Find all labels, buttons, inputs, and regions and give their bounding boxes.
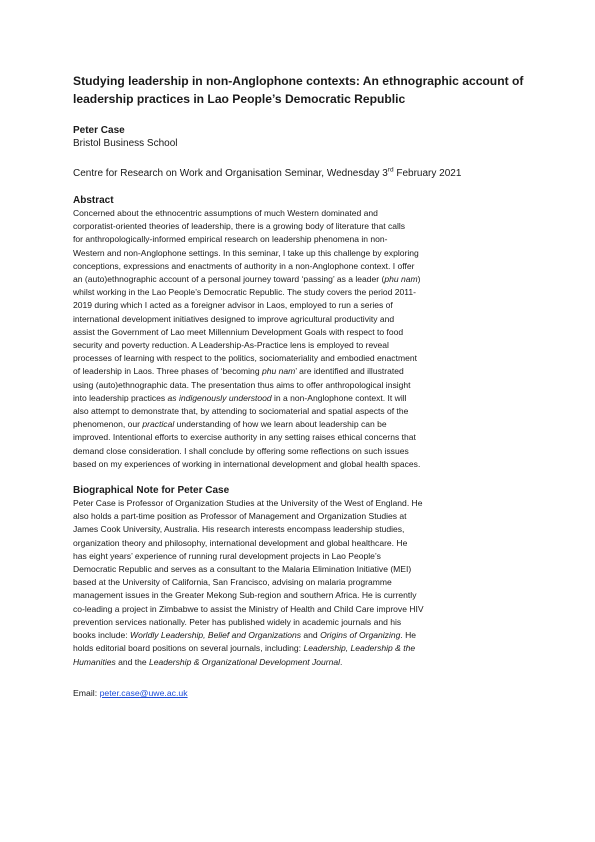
text-line (73, 379, 525, 392)
italic-text: Worldly Leadership, Belief and Organizations (130, 630, 302, 641)
text-line (73, 603, 525, 616)
text-segment: also holds a part-time position as Professor of Management and Organization Studies at (73, 511, 407, 522)
contact-line (73, 687, 525, 700)
text-line (73, 458, 525, 471)
email-link[interactable]: peter.case@uwe.ac.uk (99, 687, 188, 698)
text-line (73, 523, 525, 536)
text-segment: Peter Case is Professor of Organization Studies at the University of the West of England. He (73, 498, 423, 509)
abstract-heading: Abstract (73, 195, 114, 206)
text-line (73, 392, 525, 405)
text-segment: and the (115, 656, 150, 667)
text-line (73, 431, 525, 444)
text-segment: Concerned about the ethnocentric assumptions of much Western dominated and (73, 208, 378, 218)
date-ordinal-suffix: rd (387, 166, 394, 174)
text-segment: books include: (73, 630, 131, 641)
text-line (73, 418, 525, 431)
text-segment: organization theory and philosophy, international development and global healthcare. He (73, 537, 408, 548)
text-line (73, 405, 525, 418)
text-segment: into leadership practices (73, 392, 168, 403)
text-line (73, 233, 525, 246)
document-content (73, 72, 525, 700)
text-segment: James Cook University, Australia. His research interests encompass leadership studies, (73, 524, 405, 535)
text-segment: ) (417, 274, 421, 285)
text-segment: an (auto)ethnographic account of a personal journey toward ‘passing’ as a leader ( (73, 274, 385, 285)
text-segment: whilst working in the Lao People’s Democratic Republic. The study covers the period 2011- (73, 287, 417, 298)
text-line (73, 352, 525, 365)
text-segment: international development initiatives designed to improve agricultural productivity and (73, 313, 395, 324)
text-segment: Western and non-Anglophone settings. In this seminar, I take up this challenge by exploring (73, 247, 419, 258)
text-segment: security and poverty reduction. A Leadership-As-Practice lens is employed to reveal (73, 340, 389, 351)
text-segment: . He (400, 630, 417, 641)
italic-text: Leadership & Organizational Development Journal (149, 656, 341, 667)
text-segment: corporatist-oriented theories of leadership, there is a growing body of literature that calls (73, 221, 406, 232)
text-segment: management issues in the Greater Mekong Sub-region and southern Africa. He is currently (73, 590, 417, 601)
text-line (73, 589, 525, 602)
text-segment: phenomenon, our (73, 419, 143, 430)
text-line (73, 339, 525, 352)
text-segment: based on my experiences of working in international development and global health spaces. (73, 458, 421, 469)
text-line (73, 313, 525, 326)
italic-text: Origins of Organizing (320, 630, 401, 641)
text-line (73, 326, 525, 339)
text-segment: . (340, 656, 343, 667)
text-line (73, 576, 525, 589)
email-label: Email: (73, 687, 100, 698)
text-segment: Democratic Republic and serves as a consultant to the Malaria Elimination Initiative (MEI) (73, 564, 412, 575)
document-title (73, 72, 525, 108)
text-line (73, 563, 525, 576)
title-line: leadership practices in Lao People’s Democratic Republic (73, 92, 406, 106)
text-segment: conceptions, expressions and enactments of authority in a non-Anglophone context. I offer (73, 260, 415, 271)
text-segment: based at the University of California, San Francisco, advising on malaria programme (73, 577, 392, 588)
text-segment: demand close consideration. I shall conclude by offering some reflections on such issues (73, 445, 409, 456)
seminar-date-rest: February 2021 (393, 168, 462, 179)
title-line: Studying leadership in non-Anglophone contexts: An ethnographic account of (73, 74, 524, 88)
italic-text: Leadership, Leadership & the (303, 643, 416, 654)
text-segment: ’ are identified and illustrated (295, 366, 404, 377)
text-line (73, 497, 525, 510)
text-segment: co-leading a project in Zimbabwe to assist the Ministry of Health and Child Care improve HIV (73, 603, 424, 614)
text-line (73, 616, 525, 629)
text-line (73, 656, 525, 669)
italic-text: as indigenously understood (167, 392, 272, 403)
seminar-text: Centre for Research on Work and Organisation Seminar, Wednesday 3 (73, 168, 388, 179)
abstract-body (73, 207, 525, 471)
text-segment: and (301, 630, 321, 641)
text-line (73, 273, 525, 286)
text-line (73, 365, 525, 378)
italic-text: Humanities (73, 656, 116, 667)
text-segment: using (auto)ethnographic data. The presentation thus aims to offer anthropological insight (73, 379, 411, 390)
text-segment: prevention services nationally. Peter has published widely in academic journals and his (73, 616, 402, 627)
text-line (73, 445, 525, 458)
text-segment: holds editorial board positions on several journals, including: (73, 643, 304, 654)
text-segment: processes of learning with respect to the politics, sociomateriality and embodied enactment (73, 353, 417, 364)
bio-heading: Biographical Note for Peter Case (73, 485, 230, 497)
italic-text: phu nam (384, 274, 418, 285)
text-line (73, 510, 525, 523)
text-segment: in a non-Anglophone context. It will (271, 392, 407, 403)
text-segment: also attempt to demonstrate that, by attending to sociomaterial and spatial aspects of the (73, 406, 409, 417)
text-segment: improved. Intentional efforts to exercise authority in any setting raises ethical concerns that (73, 432, 416, 443)
text-line (73, 550, 525, 563)
text-segment: of leadership in Laos. Three phases of ‘becoming (73, 366, 262, 377)
text-line (73, 642, 525, 655)
text-line (73, 629, 525, 642)
bio-body (73, 497, 525, 669)
text-line (73, 286, 525, 299)
text-segment: understanding of how we learn about leadership can be (174, 419, 387, 430)
text-segment: assist the Government of Lao meet Millennium Development Goals with respect to food (73, 326, 404, 337)
italic-text: practical (142, 419, 175, 430)
text-segment: has eight years’ experience of running rural development projects in Lao People’s (73, 550, 381, 561)
text-line (73, 260, 525, 273)
text-segment: for anthropologically-informed empirical research on leadership phenomena in non- (73, 234, 388, 245)
author-affiliation: Bristol Business School (73, 138, 178, 149)
text-line (73, 207, 525, 220)
seminar-line (73, 167, 525, 180)
italic-text: phu nam (261, 366, 296, 377)
author-name: Peter Case (73, 125, 125, 136)
text-segment: 2019 during which I acted as a foreigner advisor in Laos, employed to run a series of (73, 300, 393, 311)
text-line (73, 247, 525, 260)
text-line (73, 299, 525, 312)
text-line (73, 537, 525, 550)
text-line (73, 220, 525, 233)
